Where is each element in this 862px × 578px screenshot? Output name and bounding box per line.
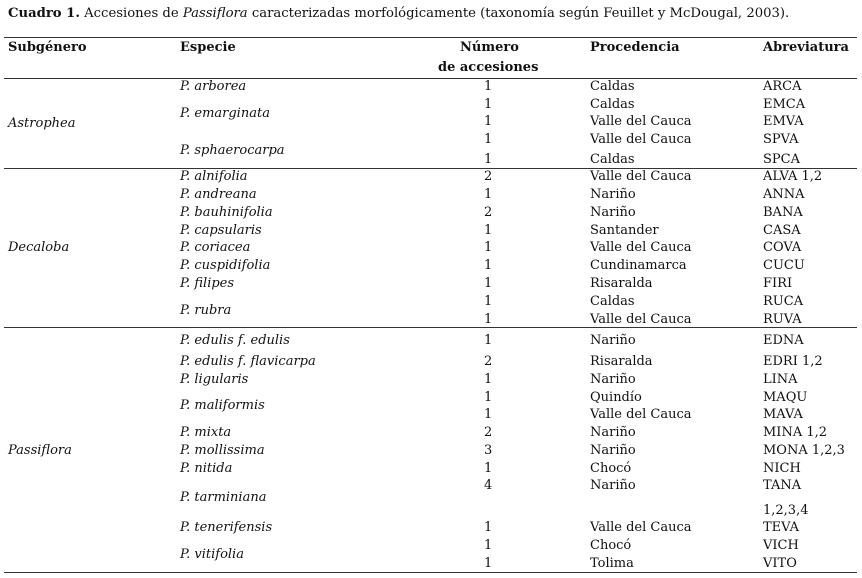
abbreviation-cell: MAQU xyxy=(763,390,808,405)
species-name: P. rubra xyxy=(180,303,232,318)
header-rule xyxy=(4,78,857,79)
accession-count: 1 xyxy=(484,79,493,94)
accession-count: 1 xyxy=(484,538,493,553)
accession-count: 1 xyxy=(484,520,493,535)
accession-count: 1 xyxy=(484,312,493,327)
procedencia-cell: Caldas xyxy=(590,97,635,112)
abbreviation-cell: EMVA xyxy=(763,114,804,129)
procedencia-cell: Caldas xyxy=(590,294,635,309)
accession-count: 2 xyxy=(484,205,493,220)
abbreviation-cell: ANNA xyxy=(763,187,805,202)
procedencia-cell: Caldas xyxy=(590,79,635,94)
species-name: P. sphaerocarpa xyxy=(180,143,285,158)
header-numero-line1: Número xyxy=(460,40,519,55)
header-numero-line2: de accesiones xyxy=(438,60,539,75)
procedencia-cell: Nariño xyxy=(590,443,636,458)
species-name: P. andreana xyxy=(180,187,257,202)
procedencia-cell: Valle del Cauca xyxy=(590,132,692,147)
species-name: P. tarminiana xyxy=(180,490,267,505)
species-name: P. edulis f. flavicarpa xyxy=(180,354,316,369)
accession-count: 1 xyxy=(484,223,493,238)
abbreviation-cell: SPVA xyxy=(763,132,799,147)
accession-count: 3 xyxy=(484,443,493,458)
abbreviation-cell: MINA 1,2 xyxy=(763,425,828,440)
procedencia-cell: Quindío xyxy=(590,390,642,405)
subgenus-label: Astrophea xyxy=(8,116,76,131)
abbreviation-cell: FIRI xyxy=(763,276,793,291)
procedencia-cell: Risaralda xyxy=(590,276,653,291)
accession-count: 1 xyxy=(484,294,493,309)
procedencia-cell: Nariño xyxy=(590,372,636,387)
species-name: P. ligularis xyxy=(180,372,249,387)
species-name: P. arborea xyxy=(180,79,247,94)
species-name: P. tenerifensis xyxy=(180,520,273,535)
accession-count: 1 xyxy=(484,152,493,167)
subgenus-label: Passiflora xyxy=(8,443,72,458)
caption-text-before: Accesiones de xyxy=(79,6,183,21)
procedencia-cell: Valle del Cauca xyxy=(590,312,692,327)
abbreviation-cell: EMCA xyxy=(763,97,806,112)
abbreviation-cell: ARCA xyxy=(763,79,802,94)
procedencia-cell: Nariño xyxy=(590,187,636,202)
caption-text-after: caracterizadas morfológicamente (taxonomía según Feuillet y McDougal, 2003). xyxy=(247,6,790,21)
species-name: P. emarginata xyxy=(180,106,270,121)
abbreviation-cell: LINA xyxy=(763,372,798,387)
accession-count: 1 xyxy=(484,132,493,147)
accession-count: 2 xyxy=(484,425,493,440)
header-subgenero: Subgénero xyxy=(8,40,87,55)
procedencia-cell: Nariño xyxy=(590,205,636,220)
procedencia-cell: Valle del Cauca xyxy=(590,407,692,422)
species-name: P. vitifolia xyxy=(180,547,244,562)
procedencia-cell: Chocó xyxy=(590,461,632,476)
procedencia-cell: Valle del Cauca xyxy=(590,169,692,184)
group-rule-decaloba xyxy=(4,327,857,328)
abbreviation-cell: CASA xyxy=(763,223,801,238)
species-name: P. capsularis xyxy=(180,223,262,238)
table-bottom-rule xyxy=(4,572,857,573)
abbreviation-cell: COVA xyxy=(763,240,802,255)
abbreviation-cell: CUCU xyxy=(763,258,805,273)
procedencia-cell: Nariño xyxy=(590,478,636,493)
procedencia-cell: Valle del Cauca xyxy=(590,520,692,535)
accession-count: 1 xyxy=(484,407,493,422)
abbreviation-cell: TANA xyxy=(763,478,802,493)
accession-count: 1 xyxy=(484,187,493,202)
accession-count: 4 xyxy=(484,478,493,493)
abbreviation-cell: MAVA xyxy=(763,407,803,422)
accession-count: 1 xyxy=(484,461,493,476)
caption-label: Cuadro 1. xyxy=(8,6,80,21)
species-name: P. mixta xyxy=(180,425,232,440)
abbreviation-cell: SPCA xyxy=(763,152,800,167)
species-name: P. alnifolia xyxy=(180,169,248,184)
accession-count: 1 xyxy=(484,114,493,129)
procedencia-cell: Valle del Cauca xyxy=(590,114,692,129)
abbreviation-cell: RUCA xyxy=(763,294,804,309)
accession-count: 2 xyxy=(484,354,493,369)
group-rule-astrophea xyxy=(4,168,857,169)
abbreviation-cell: 1,2,3,4 xyxy=(763,503,809,518)
species-name: P. cuspidifolia xyxy=(180,258,271,273)
header-especie: Especie xyxy=(180,40,236,55)
table-caption xyxy=(8,6,789,21)
procedencia-cell: Nariño xyxy=(590,425,636,440)
species-name: P. filipes xyxy=(180,276,235,291)
procedencia-cell: Risaralda xyxy=(590,354,653,369)
caption-genus: Passiflora xyxy=(182,6,248,21)
accession-count: 1 xyxy=(484,390,493,405)
abbreviation-cell: EDRI 1,2 xyxy=(763,354,823,369)
accession-count: 2 xyxy=(484,169,493,184)
accession-count: 1 xyxy=(484,97,493,112)
abbreviation-cell: TEVA xyxy=(763,520,800,535)
abbreviation-cell: MONA 1,2,3 xyxy=(763,443,845,458)
procedencia-cell: Nariño xyxy=(590,333,636,348)
species-name: P. mollissima xyxy=(180,443,265,458)
abbreviation-cell: VICH xyxy=(763,538,799,553)
accession-count: 1 xyxy=(484,556,493,571)
accession-count: 1 xyxy=(484,333,493,348)
species-name: P. edulis f. edulis xyxy=(180,333,290,348)
species-name: P. maliformis xyxy=(180,398,265,413)
accession-count: 1 xyxy=(484,258,493,273)
abbreviation-cell: RUVA xyxy=(763,312,802,327)
accession-count: 1 xyxy=(484,240,493,255)
abbreviation-cell: EDNA xyxy=(763,333,804,348)
procedencia-cell: Caldas xyxy=(590,152,635,167)
procedencia-cell: Tolima xyxy=(590,556,634,571)
species-name: P. coriacea xyxy=(180,240,251,255)
abbreviation-cell: NICH xyxy=(763,461,801,476)
procedencia-cell: Santander xyxy=(590,223,659,238)
species-name: P. bauhinifolia xyxy=(180,205,273,220)
species-name: P. nitida xyxy=(180,461,233,476)
procedencia-cell: Chocó xyxy=(590,538,632,553)
accession-count: 1 xyxy=(484,372,493,387)
abbreviation-cell: BANA xyxy=(763,205,803,220)
table-top-rule xyxy=(4,37,857,38)
header-procedencia: Procedencia xyxy=(590,40,680,55)
header-abreviatura: Abreviatura xyxy=(763,40,849,55)
procedencia-cell: Valle del Cauca xyxy=(590,240,692,255)
procedencia-cell: Cundinamarca xyxy=(590,258,687,273)
accession-count: 1 xyxy=(484,276,493,291)
abbreviation-cell: VITO xyxy=(763,556,797,571)
subgenus-label: Decaloba xyxy=(8,240,70,255)
abbreviation-cell: ALVA 1,2 xyxy=(763,169,823,184)
